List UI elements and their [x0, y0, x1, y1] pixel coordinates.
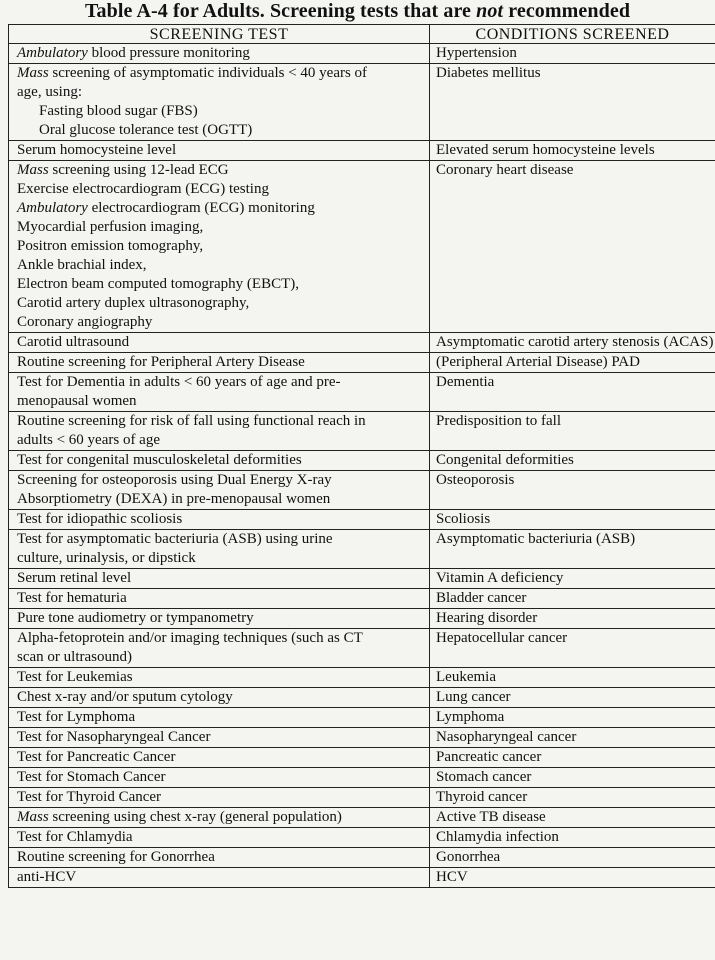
screening-test-emphasis: Mass: [17, 65, 49, 81]
table-row: [9, 569, 715, 589]
screening-test-text: screening of asymptomatic individuals < 40 years of: [48, 65, 368, 81]
screening-test-line: Serum retinal level: [17, 570, 132, 586]
screening-test-line: Alpha-fetoprotein and/or imaging techniques (such as CT: [17, 630, 363, 646]
title-emphasis: not: [476, 0, 504, 22]
condition-text: Leukemia: [436, 669, 496, 685]
condition-screened-cell: [430, 668, 715, 688]
title-prefix: Table A-4 for Adults. Screening tests that are: [84, 0, 472, 22]
header-conditions-screened: CONDITIONS SCREENED: [430, 25, 715, 44]
screening-test-cell: [9, 451, 430, 471]
screening-test-line: Myocardial perfusion imaging,: [17, 219, 204, 235]
condition-screened-cell: [430, 373, 715, 412]
condition-text: Chlamydia infection: [436, 829, 559, 845]
screening-test-line: adults < 60 years of age: [17, 432, 160, 448]
condition-text: Osteoporosis: [436, 472, 515, 488]
table-row: [9, 471, 715, 510]
screening-test-line: [17, 199, 429, 218]
condition-text: Lymphoma: [436, 709, 505, 725]
screening-test-line: [17, 161, 429, 180]
screening-test-line: Test for Stomach Cancer: [17, 769, 166, 785]
screening-test-cell: [9, 828, 430, 848]
table-title: [0, 0, 715, 22]
screening-test-cell: [9, 728, 430, 748]
table-row: [9, 530, 715, 569]
screening-test-cell: [9, 609, 430, 629]
condition-screened-cell: [430, 609, 715, 629]
title-suffix: recommended: [508, 0, 631, 22]
condition-screened-cell: [430, 161, 715, 333]
condition-text: Active TB disease: [436, 809, 546, 825]
screening-table-wrapper: [8, 24, 715, 888]
screening-test-cell: [9, 589, 430, 609]
screening-test-cell: [9, 668, 430, 688]
table-row: [9, 728, 715, 748]
condition-screened-cell: [430, 629, 715, 668]
condition-screened-cell: [430, 788, 715, 808]
screening-test-line: Carotid ultrasound: [17, 334, 130, 350]
table-row: [9, 848, 715, 868]
header-screening-test: SCREENING TEST: [9, 25, 430, 44]
table-header-row: [9, 25, 715, 44]
table-row: [9, 708, 715, 728]
screening-test-line: [17, 64, 429, 83]
screening-table: [8, 24, 715, 888]
screening-test-line: Test for Leukemias: [17, 669, 133, 685]
table-body: [9, 44, 715, 888]
screening-test-line: Test for Lymphoma: [17, 709, 136, 725]
screening-test-line: Electron beam computed tomography (EBCT),: [17, 276, 300, 292]
condition-screened-cell: [430, 471, 715, 510]
screening-test-cell: [9, 868, 430, 888]
condition-screened-cell: [430, 451, 715, 471]
screening-test-line: Fasting blood sugar (FBS): [39, 103, 198, 119]
table-row: [9, 333, 715, 353]
screening-test-line: Test for Dementia in adults < 60 years of age and pre-: [17, 374, 341, 390]
condition-text: Lung cancer: [436, 689, 511, 705]
table-row: [9, 64, 715, 141]
screening-test-cell: [9, 64, 430, 141]
condition-text: Elevated serum homocysteine levels: [436, 142, 655, 158]
screening-test-cell: [9, 471, 430, 510]
condition-text: Bladder cancer: [436, 590, 527, 606]
table-row: [9, 44, 715, 64]
condition-text: Hearing disorder: [436, 610, 538, 626]
table-row: [9, 748, 715, 768]
screening-test-cell: [9, 788, 430, 808]
condition-text: Hepatocellular cancer: [436, 630, 568, 646]
table-row: [9, 668, 715, 688]
screening-test-cell: [9, 848, 430, 868]
screening-test-line: Absorptiometry (DEXA) in pre-menopausal women: [17, 491, 331, 507]
condition-screened-cell: [430, 868, 715, 888]
table-row: [9, 510, 715, 530]
condition-screened-cell: [430, 569, 715, 589]
condition-text: Diabetes mellitus: [436, 65, 541, 81]
condition-text: Scoliosis: [436, 511, 491, 527]
screening-test-line: Test for Nasopharyngeal Cancer: [17, 729, 211, 745]
condition-screened-cell: [430, 510, 715, 530]
condition-screened-cell: [430, 748, 715, 768]
screening-test-text: screening using chest x-ray (general population): [48, 809, 342, 825]
condition-screened-cell: [430, 353, 715, 373]
screening-test-cell: [9, 161, 430, 333]
table-row: [9, 589, 715, 609]
screening-test-cell: [9, 688, 430, 708]
screening-test-cell: [9, 412, 430, 451]
condition-screened-cell: [430, 530, 715, 569]
table-row: [9, 373, 715, 412]
screening-test-line: Test for Chlamydia: [17, 829, 133, 845]
screening-test-line: Exercise electrocardiogram (ECG) testing: [17, 181, 269, 197]
screening-test-line: [17, 808, 429, 827]
table-row: [9, 629, 715, 668]
table-row: [9, 868, 715, 888]
condition-screened-cell: [430, 808, 715, 828]
condition-text: Asymptomatic bacteriuria (ASB): [436, 531, 636, 547]
screening-test-line: Test for idiopathic scoliosis: [17, 511, 183, 527]
screening-test-line: Oral glucose tolerance test (OGTT): [39, 122, 253, 138]
screening-test-line: Ankle brachial index,: [17, 257, 147, 273]
screening-test-line: Test for asymptomatic bacteriuria (ASB) using urine: [17, 531, 333, 547]
screening-test-cell: [9, 748, 430, 768]
screening-test-cell: [9, 629, 430, 668]
condition-text: Congenital deformities: [436, 452, 574, 468]
condition-screened-cell: [430, 848, 715, 868]
screening-test-line: Pure tone audiometry or tympanometry: [17, 610, 254, 626]
screening-test-line: menopausal women: [17, 393, 137, 409]
screening-test-cell: [9, 768, 430, 788]
screening-test-cell: [9, 373, 430, 412]
screening-test-line: Test for congenital musculoskeletal deformities: [17, 452, 302, 468]
screening-test-line: age, using:: [17, 84, 82, 100]
screening-test-emphasis: Ambulatory: [17, 45, 88, 61]
condition-text: Coronary heart disease: [436, 162, 574, 178]
screening-test-emphasis: Mass: [17, 809, 49, 825]
screening-test-text: electrocardiogram (ECG) monitoring: [87, 200, 315, 216]
screening-test-cell: [9, 510, 430, 530]
screening-test-text: blood pressure monitoring: [87, 45, 250, 61]
condition-text: HCV: [436, 869, 468, 885]
condition-screened-cell: [430, 589, 715, 609]
screening-test-cell: [9, 708, 430, 728]
screening-test-cell: [9, 141, 430, 161]
condition-text: (Peripheral Arterial Disease) PAD: [436, 354, 640, 370]
screening-test-line: Routine screening for Peripheral Artery Disease: [17, 354, 305, 370]
table-row: [9, 808, 715, 828]
screening-test-cell: [9, 333, 430, 353]
condition-screened-cell: [430, 64, 715, 141]
condition-screened-cell: [430, 44, 715, 64]
screening-test-line: [17, 44, 429, 63]
condition-text: Pancreatic cancer: [436, 749, 542, 765]
screening-test-cell: [9, 530, 430, 569]
condition-screened-cell: [430, 728, 715, 748]
screening-test-line: Test for Pancreatic Cancer: [17, 749, 176, 765]
screening-test-line: scan or ultrasound): [17, 649, 132, 665]
table-row: [9, 141, 715, 161]
condition-text: Asymptomatic carotid artery stenosis (ACAS): [436, 334, 714, 350]
condition-text: Thyroid cancer: [436, 789, 528, 805]
screening-test-line: Test for Thyroid Cancer: [17, 789, 162, 805]
screening-test-line: Routine screening for Gonorrhea: [17, 849, 215, 865]
screening-test-line: Coronary angiography: [17, 314, 153, 330]
table-row: [9, 353, 715, 373]
condition-text: Predisposition to fall: [436, 413, 561, 429]
condition-text: Stomach cancer: [436, 769, 532, 785]
condition-text: Nasopharyngeal cancer: [436, 729, 577, 745]
table-row: [9, 609, 715, 629]
condition-screened-cell: [430, 141, 715, 161]
screening-test-line: culture, urinalysis, or dipstick: [17, 550, 196, 566]
table-row: [9, 788, 715, 808]
screening-test-line: Screening for osteoporosis using Dual Energy X-ray: [17, 472, 332, 488]
condition-screened-cell: [430, 333, 715, 353]
screening-test-line: Positron emission tomography,: [17, 238, 204, 254]
table-row: [9, 828, 715, 848]
condition-screened-cell: [430, 708, 715, 728]
screening-test-line: anti-HCV: [17, 869, 77, 885]
table-row: [9, 412, 715, 451]
screening-test-line: Carotid artery duplex ultrasonography,: [17, 295, 250, 311]
screening-test-cell: [9, 569, 430, 589]
screening-test-emphasis: Ambulatory: [17, 200, 88, 216]
condition-text: Dementia: [436, 374, 495, 390]
condition-screened-cell: [430, 828, 715, 848]
condition-screened-cell: [430, 688, 715, 708]
condition-text: Hypertension: [436, 45, 517, 61]
table-row: [9, 161, 715, 333]
screening-test-emphasis: Mass: [17, 162, 49, 178]
screening-test-line: Test for hematuria: [17, 590, 127, 606]
screening-test-line: Routine screening for risk of fall using functional reach in: [17, 413, 366, 429]
condition-text: Vitamin A deficiency: [436, 570, 564, 586]
table-row: [9, 451, 715, 471]
screening-test-line: Serum homocysteine level: [17, 142, 177, 158]
condition-screened-cell: [430, 768, 715, 788]
condition-screened-cell: [430, 412, 715, 451]
condition-text: Gonorrhea: [436, 849, 501, 865]
table-row: [9, 768, 715, 788]
screening-test-text: screening using 12-lead ECG: [48, 162, 229, 178]
table-row: [9, 688, 715, 708]
screening-test-cell: [9, 808, 430, 828]
screening-test-cell: [9, 353, 430, 373]
screening-test-cell: [9, 44, 430, 64]
screening-test-line: Chest x-ray and/or sputum cytology: [17, 689, 233, 705]
